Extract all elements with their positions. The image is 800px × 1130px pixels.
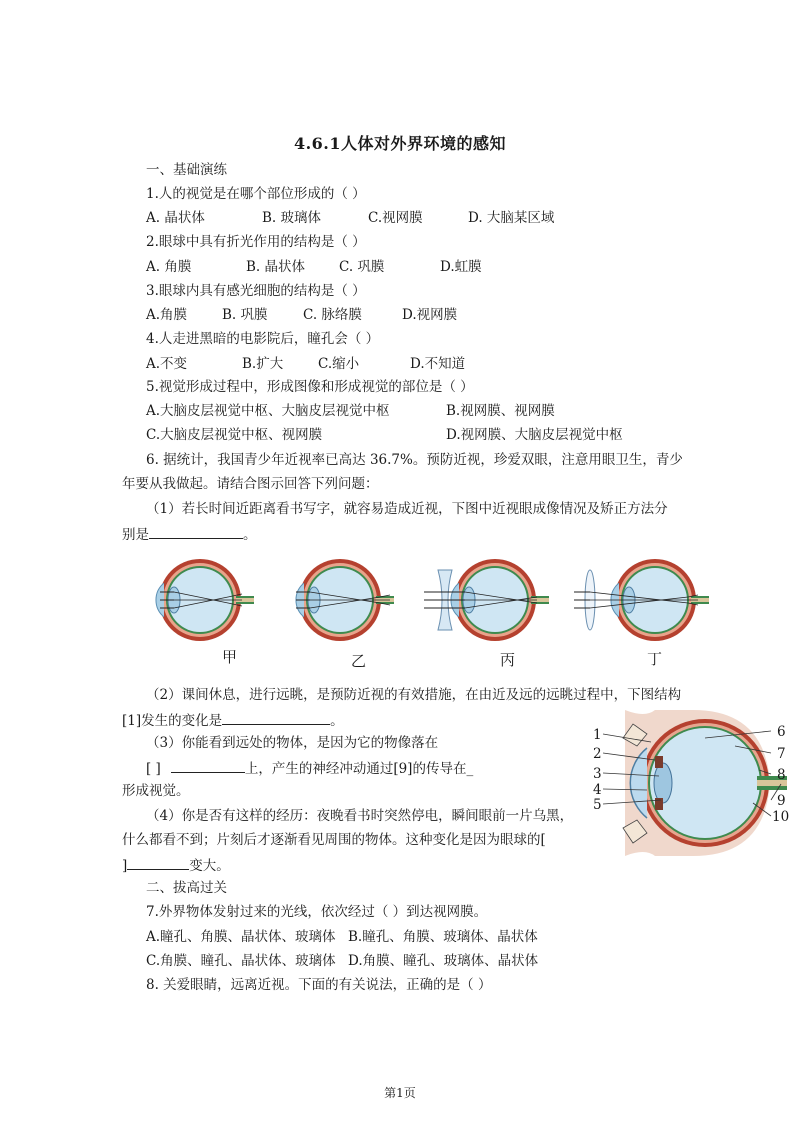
section-heading-advanced: 二、拔高过关 [146,880,227,896]
eye-caption-yi: 乙 [351,652,367,670]
question-3-option-b: B. 巩膜 [222,307,268,323]
part-1-prefix: 别是 [122,527,149,543]
question-6-part-3-line-2 [146,758,473,778]
part-1-suffix: 。 [243,527,257,543]
diagram-label-9: 9 [777,793,786,809]
eye-bing [424,559,549,641]
section-heading-basic: 一、基础演练 [146,162,227,178]
diagram-label-1: 1 [593,727,602,743]
part-4-bracket: ] [122,858,128,874]
question-5-option-a: A.大脑皮层视觉中枢、大脑皮层视觉中枢 [146,403,390,419]
question-6-part-3-line-1: （3）你能看到远处的物体，是因为它的物像落在 [146,735,439,751]
question-1-option-a: A. 晶状体 [146,210,205,226]
question-6-part-3-line-3: 形成视觉。 [122,783,190,799]
page-title: 4.6.1人体对外界环境的感知 [293,134,507,153]
eye-caption-bing: 丙 [500,651,516,669]
question-2-option-c: C. 巩膜 [339,259,385,275]
question-4-option-c: C.缩小 [318,356,360,372]
eye-caption-ding: 丁 [647,650,663,668]
eye-ding [574,559,709,641]
question-6-part-4-line-1: （4）你是否有这样的经历：夜晚看书时突然停电，瞬间眼前一片乌黑， [146,808,574,824]
question-6-part-2-line-2 [122,710,344,730]
question-4-option-b: B.扩大 [242,356,284,372]
diagram-label-3: 3 [593,766,602,782]
question-7-option-c: C.角膜、瞳孔、晶状体、玻璃体 [146,953,336,969]
diagram-label-4: 4 [593,782,602,798]
question-6-intro-line-2: 年要从我做起。请结合图示回答下列问题： [122,476,379,492]
question-5-stem: 5.视觉形成过程中，形成图像和形成视觉的部位是（ ） [146,379,474,395]
question-2-option-d: D.虹膜 [440,259,482,275]
eye-caption-jia: 甲 [222,648,238,666]
question-1-option-b: B. 玻璃体 [262,210,322,226]
part-2-suffix: 。 [330,713,344,729]
diagram-label-7: 7 [777,746,786,762]
question-2-stem: 2.眼球中具有折光作用的结构是（ ） [146,234,366,250]
question-4-option-d: D.不知道 [410,356,466,372]
lens [654,763,672,803]
diagram-label-2: 2 [593,746,602,762]
diagram-label-10: 10 [772,809,790,825]
eye-structure-diagram [585,708,800,858]
question-1-option-d: D. 大脑某区域 [468,210,555,226]
diagram-label-6: 6 [777,724,786,740]
question-6-intro-line-1: 6. 据统计，我国青少年近视率已高达 36.7%。预防近视，珍爱双眼，注意用眼卫生，青少 [146,452,683,468]
question-3-stem: 3.眼球内具有感光细胞的结构是（ ） [146,283,366,299]
question-1-stem: 1.人的视觉是在哪个部位形成的（ ） [146,186,366,202]
eye-jia [156,559,254,641]
iris-top [655,756,663,768]
question-5-option-d: D.视网膜、大脑皮层视觉中枢 [446,427,623,443]
answer-blank-part-3[interactable] [171,758,245,773]
question-6-part-4-line-2: 什么都看不到；片刻后才逐渐看见周围的物体。这种变化是因为眼球的[ [122,832,546,848]
question-7-option-b: B.瞳孔、角膜、玻璃体、晶状体 [348,929,538,945]
question-2-option-b: B. 晶状体 [246,259,306,275]
question-7-stem: 7.外界物体发射过来的光线，依次经过（ ）到达视网膜。 [146,904,488,920]
question-7-option-a: A.瞳孔、角膜、晶状体、玻璃体 [146,929,336,945]
question-6-part-4-line-3 [122,855,230,875]
question-3-option-c: C. 脉络膜 [303,307,362,323]
diagram-label-8: 8 [777,767,786,783]
question-3-option-d: D.视网膜 [402,307,458,323]
question-4-stem: 4.人走进黑暗的电影院后，瞳孔会（ ） [146,331,380,347]
answer-blank-part-1[interactable] [149,524,243,539]
question-7-option-d: D.角膜、瞳孔、玻璃体、晶状体 [348,953,539,969]
question-8-stem: 8. 关爱眼睛，远离近视。下面的有关说法，正确的是（ ） [146,977,492,993]
question-5-option-b: B.视网膜、视网膜 [446,403,555,419]
part-4-suffix: 变大。 [189,858,230,874]
question-2-option-a: A. 角膜 [146,259,192,275]
part-3-bracket: [ ] [146,761,161,777]
page-number: 第1页 [384,1086,416,1100]
answer-blank-part-4[interactable] [127,855,189,870]
question-6-part-2-line-1: （2）课间休息，进行远眺，是预防近视的有效措施，在由近及远的远眺过程中，下图结构 [146,687,682,703]
question-3-option-a: A.角膜 [146,307,188,323]
question-4-option-a: A.不变 [146,356,188,372]
answer-blank-part-2[interactable] [222,710,330,725]
question-1-option-c: C.视网膜 [368,210,423,226]
eye-yi [296,559,394,641]
question-5-option-c: C.大脑皮层视觉中枢、视网膜 [146,427,323,443]
diagram-label-5: 5 [593,797,602,813]
question-6-part-1-line-1: （1）若长时间近距离看书写字，就容易造成近视，下图中近视眼成像情况及矫正方法分 [146,501,668,517]
question-6-part-1-line-2 [122,524,257,544]
part-2-prefix: [1]发生的变化是 [122,713,223,729]
part-3-suffix: 上，产生的神经冲动通过[9]的传导在_ [244,761,474,777]
